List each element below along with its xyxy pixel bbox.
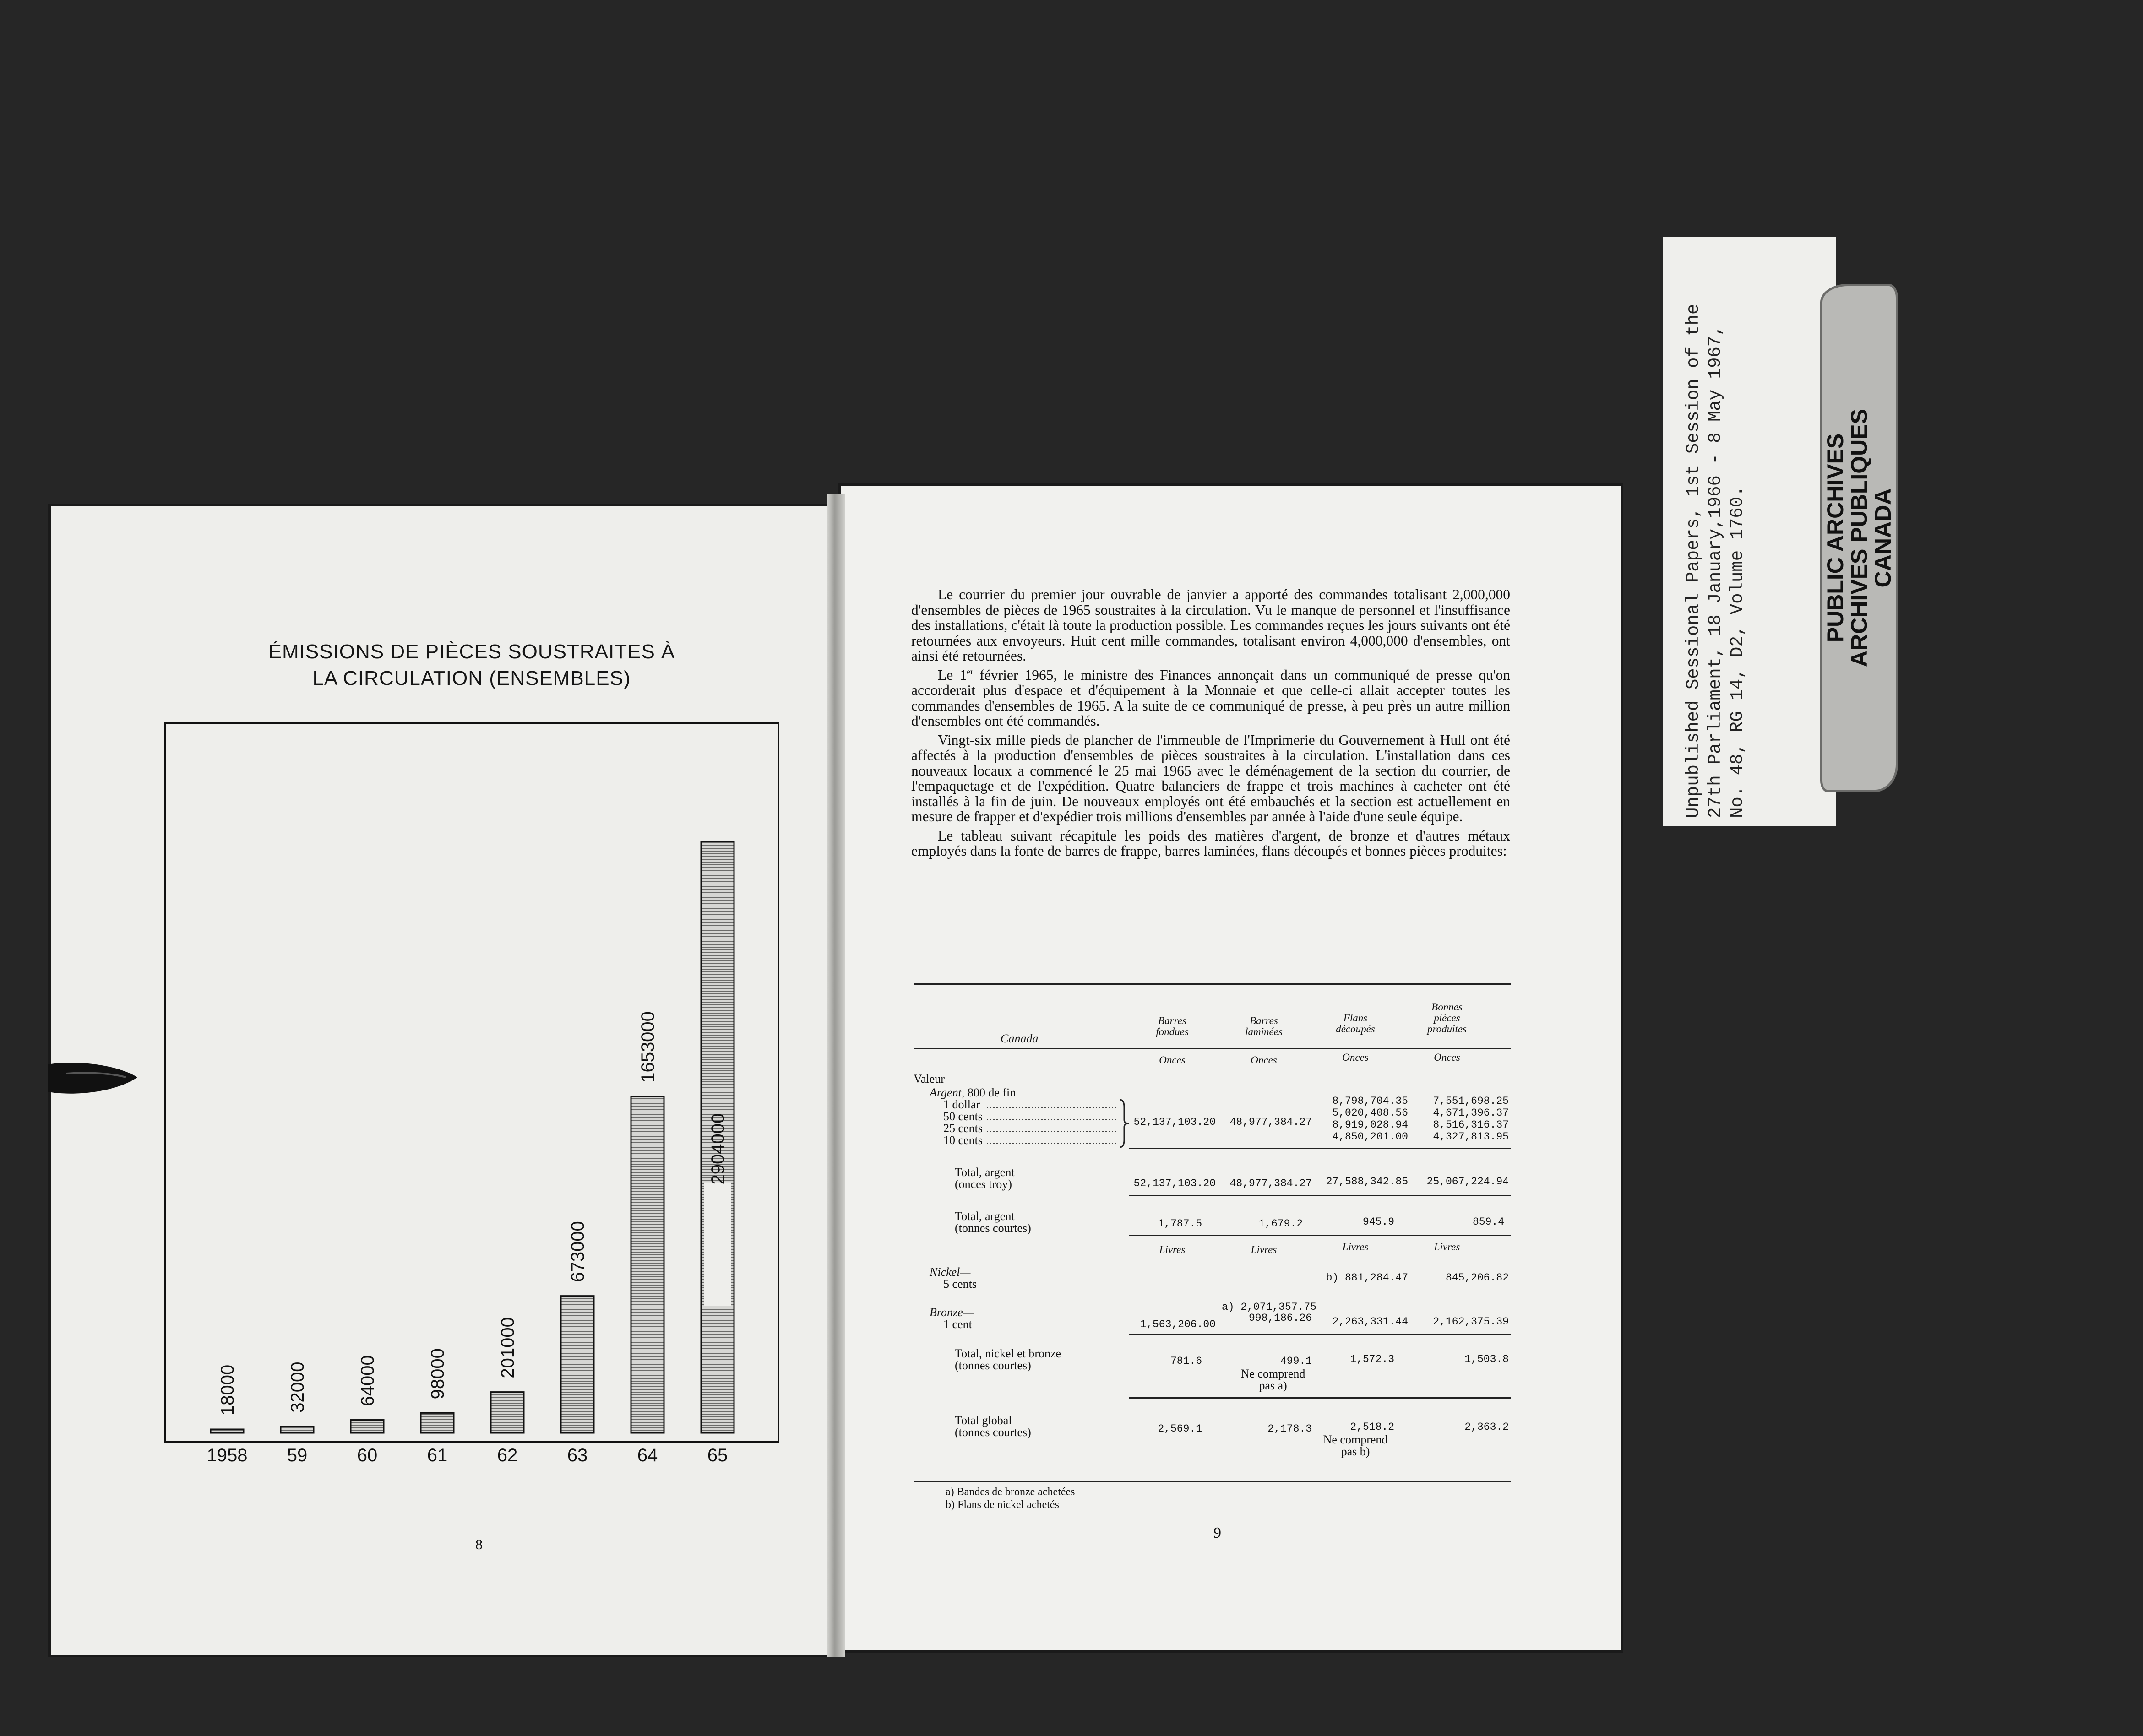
- bar-label-background: [704, 1183, 731, 1306]
- nickel-bonnes: 845,206.82: [1445, 1272, 1509, 1284]
- footnote: a) Bandes de bronze achetées: [946, 1486, 1075, 1498]
- x-tick-label: 64: [637, 1445, 658, 1465]
- stamp-line: ARCHIVES PUBLIQUES: [1846, 409, 1872, 667]
- brace-icon: [987, 1098, 1133, 1149]
- denom-10-cents: 10 cents: [943, 1134, 983, 1147]
- bar-59: [281, 1427, 314, 1433]
- table-rule: [1129, 1334, 1511, 1335]
- table-rule: [1129, 1195, 1511, 1196]
- total-global-label: Total global (tonnes courtes): [955, 1414, 1031, 1439]
- denom-1-dollar: 1 dollar: [943, 1098, 980, 1111]
- total-nb-bonnes: 1,503.8: [1464, 1353, 1509, 1365]
- nickel-flans: b) 881,284.47: [1326, 1272, 1408, 1284]
- table-rule: [914, 1048, 1511, 1049]
- body-text: [911, 587, 1510, 863]
- x-tick-label: 60: [357, 1445, 378, 1465]
- bronze-laminees: 998,186.26: [1248, 1312, 1312, 1324]
- total-global-fondues: 2,569.1: [1158, 1423, 1202, 1435]
- table-rule: [914, 983, 1511, 985]
- row-label-nickel: Nickel—: [930, 1265, 971, 1279]
- bar-value-label: 64000: [358, 1355, 378, 1406]
- chart-title-line: LA CIRCULATION (ENSEMBLES): [312, 667, 631, 689]
- bonnes-25-cents: 8,516,316.37: [1433, 1119, 1509, 1131]
- x-tick-label: 65: [707, 1445, 728, 1465]
- superscript: er: [967, 667, 974, 676]
- x-tick-label: 1958: [207, 1445, 248, 1465]
- row-label-1-cent: 1 cent: [943, 1318, 972, 1331]
- bar-60: [351, 1420, 384, 1433]
- bar-63: [561, 1296, 594, 1433]
- table-rule: [1129, 1397, 1511, 1399]
- footnotes: [946, 1486, 1075, 1511]
- unit-label: Livres: [1342, 1241, 1369, 1253]
- table-rule: [1129, 1148, 1511, 1149]
- archive-reference-line: Unpublished Sessional Papers, 1st Session of the: [1683, 304, 1703, 818]
- denom-25-cents: 25 cents: [943, 1122, 983, 1135]
- header-barres-fondues: Barres fondues: [1156, 1015, 1189, 1037]
- archive-reference-line: No. 48, RG 14, D2, Volume 1760.: [1727, 486, 1747, 818]
- paragraph: Le tableau suivant récapitule les poids des matières d'argent, de bronze et d'autres métaux employés dans la fonte de barres de frappe, barres laminées, flans découpés et bonnes pièces produites:: [911, 827, 1510, 859]
- total-nb-fondues: 781.6: [1170, 1355, 1202, 1367]
- bar-value-label: 98000: [428, 1348, 448, 1400]
- x-tick-label: 63: [567, 1445, 588, 1465]
- row-label-5-cents: 5 cents: [943, 1277, 977, 1291]
- page-number: 8: [475, 1536, 483, 1552]
- x-tick-label: 61: [427, 1445, 448, 1465]
- stamp-line: PUBLIC ARCHIVES: [1822, 433, 1848, 643]
- total-argent-laminees: 48,977,384.27: [1229, 1177, 1312, 1189]
- bonnes-1-dollar: 7,551,698.25: [1433, 1095, 1509, 1107]
- footnote: b) Flans de nickel achetés: [946, 1499, 1059, 1511]
- total-nb-flans: 1,572.3: [1350, 1353, 1394, 1365]
- unit-label: Onces: [1434, 1052, 1460, 1063]
- bar-64: [631, 1096, 664, 1433]
- book-gutter: [827, 494, 845, 1657]
- header-barres-laminees: Barres laminées: [1245, 1015, 1283, 1037]
- row-label-bronze: Bronze—: [930, 1306, 974, 1319]
- bronze-bonnes: 2,162,375.39: [1433, 1316, 1509, 1328]
- x-tick-label: 59: [287, 1445, 308, 1465]
- bar-value-label: 2904000: [708, 1113, 728, 1185]
- paragraph: [911, 667, 1510, 729]
- archive-reference-line: 27th Parliament, 18 January,1966 - 8 May 1967,: [1705, 325, 1725, 818]
- chart-title-line: ÉMISSIONS DE PIÈCES SOUSTRAITES À: [268, 640, 675, 663]
- flans-25-cents: 8,919,028.94: [1332, 1119, 1408, 1131]
- table-rule: [914, 1481, 1511, 1482]
- total-argent-tc-fondues: 1,787.5: [1158, 1218, 1202, 1230]
- paragraph: Le courrier du premier jour ouvrable de janvier a apporté des commandes totalisant 2,000,000 d'ensembles de pièces de 1965 soustraites à la circulation. Vu le manque de personnel et l'insuffisance des installations, c'était là toute la production possible. Les commandes reçues les jours suivants ont été retournées aux envoyeurs. Huit cent mille commandes, totalisant environ 4,000,000 d'ensembles, ont ainsi été retournées.: [911, 586, 1510, 664]
- table-rule: [1129, 1235, 1511, 1236]
- bar-value-label: 32000: [288, 1362, 308, 1413]
- bar-1958: [211, 1429, 244, 1433]
- flans-1-dollar: 8,798,704.35: [1332, 1095, 1408, 1107]
- unit-label: Onces: [1251, 1054, 1277, 1066]
- flans-10-cents: 4,850,201.00: [1332, 1131, 1408, 1143]
- bar-value-label: 1653000: [638, 1011, 658, 1083]
- bonnes-50-cents: 4,671,396.37: [1433, 1107, 1509, 1119]
- header-canada: Canada: [1001, 1032, 1039, 1045]
- stamp-line: CANADA: [1870, 488, 1896, 588]
- paragraph-text: Le 1: [938, 667, 967, 683]
- bronze-fondues: 1,563,206.00: [1140, 1318, 1216, 1330]
- total-global-flans: 2,518.2: [1350, 1421, 1394, 1433]
- note-ne-comprend-b: Ne comprend pas b): [1323, 1433, 1388, 1458]
- x-tick-label: 62: [497, 1445, 518, 1465]
- unit-label: Onces: [1159, 1054, 1186, 1066]
- unit-label: Livres: [1434, 1241, 1460, 1253]
- bonnes-10-cents: 4,327,813.95: [1433, 1131, 1509, 1143]
- total-argent-fondues: 52,137,103.20: [1133, 1177, 1216, 1189]
- chart-title: [229, 639, 714, 692]
- total-argent-tc-label: Total, argent (tonnes courtes): [955, 1210, 1031, 1235]
- argent-fondues: 52,137,103.20: [1133, 1116, 1216, 1128]
- total-argent-bonnes: 25,067,224.94: [1426, 1176, 1509, 1188]
- note-ne-comprend-a: Ne comprend pas a): [1240, 1367, 1305, 1392]
- header-flans-decoupes: Flans découpés: [1336, 1012, 1375, 1035]
- thumb-shadow: [48, 1060, 140, 1096]
- bar-value-label: 18000: [218, 1364, 238, 1416]
- row-label-valeur: Valeur: [914, 1072, 945, 1085]
- bronze-flans: 2,263,331.44: [1332, 1316, 1408, 1328]
- archive-reference-text: [1663, 237, 1836, 826]
- bar-value-label: 673000: [568, 1221, 588, 1282]
- bar-62: [491, 1392, 524, 1433]
- total-global-laminees: 2,178.3: [1267, 1423, 1312, 1435]
- paragraph-text: février 1965, le ministre des Finances annonçait dans un communiqué de presse qu'on accorderait plus d'espace et d'équipement à la Monnaie et que celle-ci allait accepter toutes les commandes d'ensembles de 1965. A la suite de ce communiqué de presse, à peu près un autre million d'ensembles ont été commandés.: [911, 667, 1510, 729]
- chart-frame: [165, 723, 778, 1442]
- bar-value-label: 201000: [498, 1317, 518, 1378]
- row-label-argent: Argent, 800 de fin: [930, 1086, 1016, 1099]
- total-argent-tc-laminees: 1,679.2: [1258, 1218, 1303, 1230]
- total-nickel-bronze-label: Total, nickel et bronze (tonnes courtes): [955, 1347, 1061, 1372]
- total-argent-tc-flans: 945.9: [1362, 1216, 1394, 1228]
- total-global-bonnes: 2,363.2: [1464, 1421, 1509, 1433]
- total-argent-flans: 27,588,342.85: [1326, 1176, 1408, 1188]
- paragraph: Vingt-six mille pieds de plancher de l'immeuble de l'Imprimerie du Gouvernement à Hull ont été affectés à la production d'ensembles de pièces soustraites à la circulation. L'installation dans ces nouveaux locaux a commencé le 25 mai 1965 avec le déménagement de la section du courrier, de l'empaquetage et de l'expédition. Quatre balanciers de frappe et trois machines à cacheter ont été installés à la fin de juin. De nouveaux employés ont été embauchés et la section est actuellement en mesure de frapper et d'expédier trois millions d'ensembles par année à l'aide d'une seule équipe.: [911, 732, 1510, 825]
- flans-50-cents: 5,020,408.56: [1332, 1107, 1408, 1119]
- denom-50-cents: 50 cents: [943, 1110, 983, 1123]
- bar-chart: [160, 719, 788, 1492]
- total-argent-tc-bonnes: 859.4: [1472, 1216, 1504, 1228]
- unit-label: Livres: [1251, 1244, 1277, 1255]
- total-argent-label: Total, argent (onces troy): [955, 1166, 1015, 1191]
- unit-label: Livres: [1159, 1244, 1186, 1255]
- unit-label: Onces: [1342, 1052, 1369, 1063]
- argent-laminees: 48,977,384.27: [1229, 1116, 1312, 1128]
- stamp-text: [1820, 284, 1898, 792]
- total-nb-laminees: 499.1: [1280, 1355, 1312, 1367]
- bar-61: [421, 1413, 454, 1433]
- page-number: 9: [1213, 1524, 1221, 1541]
- bronze-laminees-a: a) 2,071,357.75: [1221, 1301, 1316, 1313]
- archive-label-card: [1663, 237, 1836, 826]
- header-bonnes-pieces: Bonnes pièces produites: [1427, 1001, 1467, 1035]
- archives-stamp: [1820, 284, 1898, 792]
